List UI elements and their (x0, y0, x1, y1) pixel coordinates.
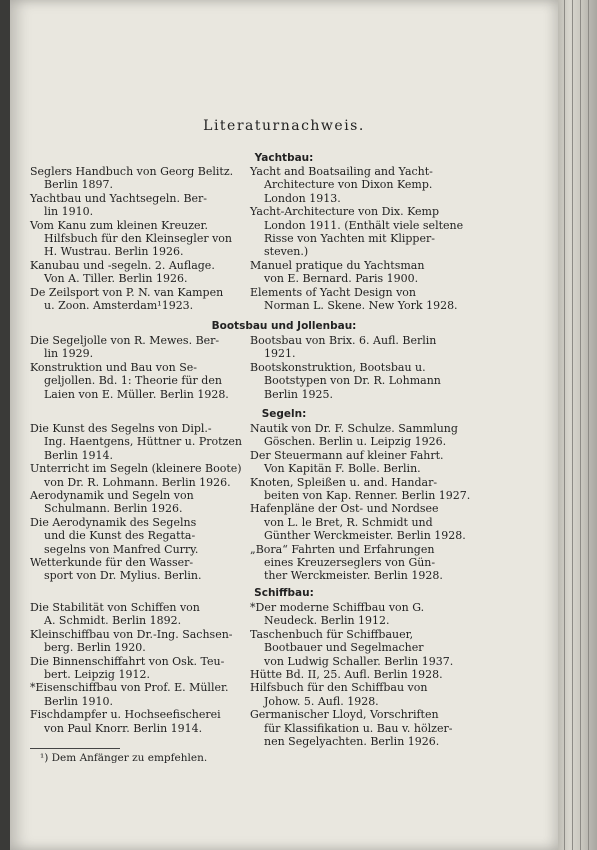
yachtbau-left-column (30, 165, 268, 312)
entry-continuation: u. Zoon. Amsterdam¹1923. (44, 299, 194, 313)
entry-continuation: Ing. Haentgens, Hüttner u. Protzen Berlin 1914. (44, 435, 242, 462)
bibliography-entry (250, 449, 480, 476)
footnote: ¹) Dem Anfänger zu empfehlen. (40, 752, 208, 764)
bibliography-entry (250, 601, 480, 628)
entry-first-line: Die Aerodynamik des Segelns (30, 515, 197, 529)
entry-continuation: geljollen. Bd. 1: Theorie für den Laien von E. Müller. Berlin 1928. (44, 374, 229, 401)
entry-first-line: Bootskonstruktion, Bootsbau u. (250, 360, 426, 374)
entry-first-line: Kleinschiffbau von Dr.-Ing. Sachsen- (30, 627, 233, 641)
bibliography-entry (250, 543, 480, 583)
bibliography-entry (30, 708, 268, 735)
schiffbau-left-column (30, 601, 268, 735)
entry-first-line: Die Kunst des Segelns von Dipl.- (30, 422, 212, 435)
bootsbau-left-column (30, 334, 268, 401)
bibliography-entry (30, 516, 268, 556)
segeln-left-column (30, 422, 268, 583)
entry-first-line: Seglers Handbuch von Georg Belitz. (30, 165, 234, 178)
bibliography-entry (30, 556, 268, 583)
entry-continuation: London 1911. (Enthält viele seltene Risse von Yachten mit Klipper- steven.) (264, 218, 464, 259)
bibliography-entry (250, 708, 480, 748)
entry-first-line: *Der moderne Schiffbau von G. (250, 601, 425, 614)
entry-continuation: Hilfsbuch für den Kleinsegler von H. Wustrau. Berlin 1926. (44, 232, 233, 259)
bibliography-entry (30, 192, 268, 219)
entry-continuation: lin 1910. (44, 205, 94, 219)
entry-continuation: berg. Berlin 1920. (44, 641, 146, 655)
bibliography-entry (250, 628, 480, 668)
entry-first-line: Bootsbau von Brix. 6. Aufl. Berlin (250, 334, 437, 347)
entry-first-line: Taschenbuch für Schiffbauer, (250, 627, 414, 641)
bibliography-entry (30, 286, 268, 313)
book-page (10, 0, 558, 850)
entry-continuation: bert. Leipzig 1912. (44, 668, 150, 682)
bibliography-entry (30, 219, 268, 259)
entry-first-line: Manuel pratique du Yachtsman (250, 258, 425, 272)
entry-continuation: A. Schmidt. Berlin 1892. (44, 614, 182, 628)
entry-continuation: von Dr. R. Lohmann. Berlin 1926. (44, 475, 231, 489)
bibliography-entry (250, 502, 480, 542)
entry-first-line: Vom Kanu zum kleinen Kreuzer. (30, 218, 209, 232)
entry-first-line: Konstruktion und Bau von Se- (30, 360, 197, 374)
bibliography-entry (250, 205, 480, 259)
entry-first-line: De Zeilsport von P. N. van Kampen (30, 285, 224, 299)
bibliography-entry (30, 655, 268, 682)
entry-first-line: Kanubau und -segeln. 2. Auflage. (30, 258, 215, 272)
entry-first-line: Aerodynamik und Segeln von (30, 489, 194, 503)
entry-first-line: Hafenpläne der Ost- und Nordsee (250, 502, 439, 516)
entry-continuation: lin 1929. (44, 347, 94, 361)
entry-continuation: von L. le Bret, R. Schmidt und Günther Werckmeister. Berlin 1928. (264, 515, 466, 543)
bibliography-entry (30, 165, 268, 192)
entry-continuation: Bootbauer und Segelmacher von Ludwig Schaller. Berlin 1937. (264, 641, 454, 668)
bibliography-entry (250, 334, 480, 361)
bibliography-entry (250, 668, 480, 681)
entry-first-line: Hütte Bd. II, 25. Aufl. Berlin 1928. (250, 668, 443, 682)
book-page-edges (558, 0, 597, 850)
entry-first-line: Germanischer Lloyd, Vorschriften (250, 708, 439, 722)
entry-first-line: Knoten, Spleißen u. and. Handar- (250, 475, 438, 489)
bibliography-entry (250, 361, 480, 401)
entry-first-line: Elements of Yacht Design von (250, 285, 416, 299)
bibliography-entry (30, 628, 268, 655)
entry-continuation: 1921. (264, 347, 296, 361)
bibliography-entry (250, 286, 480, 313)
section-heading-yachtbau: Yachtbau: (254, 152, 314, 164)
entry-continuation: Bootstypen von Dr. R. Lohmann Berlin 1925. (264, 374, 441, 401)
entry-continuation: von Paul Knorr. Berlin 1914. (44, 721, 203, 735)
entry-first-line: Die Segeljolle von R. Mewes. Ber- (30, 334, 220, 347)
entry-continuation: beiten von Kap. Renner. Berlin 1927. (264, 489, 471, 503)
section-heading-schiffbau: Schiffbau: (254, 587, 314, 599)
entry-continuation: Von Kapitän F. Bolle. Berlin. (264, 462, 421, 476)
bibliography-entry (250, 476, 480, 503)
entry-continuation: Neudeck. Berlin 1912. (264, 614, 390, 628)
bibliography-entry (30, 259, 268, 286)
segeln-right-column (250, 422, 480, 583)
entry-continuation: Architecture von Dixon Kemp. London 1913. (264, 178, 433, 205)
bibliography-entry (250, 681, 480, 708)
bibliography-entry (250, 165, 480, 205)
bibliography-entry (250, 259, 480, 286)
bibliography-entry (250, 422, 480, 449)
section-heading-segeln: Segeln: (261, 408, 307, 420)
yachtbau-right-column (250, 165, 480, 312)
entry-first-line: Wetterkunde für den Wasser- (30, 556, 194, 570)
entry-continuation: Schulmann. Berlin 1926. (44, 502, 183, 516)
footnote-rule (30, 748, 120, 749)
entry-continuation: Von A. Tiller. Berlin 1926. (44, 272, 188, 286)
entry-continuation: Göschen. Berlin u. Leipzig 1926. (264, 435, 447, 449)
entry-first-line: Die Stabilität von Schiffen von (30, 601, 200, 614)
entry-first-line: Nautik von Dr. F. Schulze. Sammlung (250, 422, 458, 435)
entry-continuation: von E. Bernard. Paris 1900. (264, 272, 419, 286)
bibliography-entry (30, 334, 268, 361)
entry-continuation: Norman L. Skene. New York 1928. (264, 299, 458, 313)
entry-continuation: für Klassifikation u. Bau v. hölzer- nen Segelyachten. Berlin 1926. (264, 721, 453, 749)
entry-continuation: sport von Dr. Mylius. Berlin. (44, 569, 202, 583)
entry-first-line: *Eisenschiffbau von Prof. E. Müller. (30, 681, 229, 695)
entry-first-line: Yachtbau und Yachtsegeln. Ber- (30, 191, 208, 205)
entry-first-line: Hilfsbuch für den Schiffbau von (250, 681, 428, 695)
entry-first-line: Fischdampfer u. Hochseefischerei (30, 708, 221, 722)
entry-first-line: Yacht and Boatsailing and Yacht- (250, 165, 433, 178)
entry-first-line: „Bora“ Fahrten und Erfahrungen (250, 542, 435, 556)
entry-continuation: und die Kunst des Regatta- segelns von Manfred Curry. (44, 529, 199, 556)
bibliography-entry (30, 489, 268, 516)
page-title: Literaturnachweis. (203, 118, 365, 134)
bibliography-entry (30, 601, 268, 628)
bibliography-entry (30, 462, 268, 489)
entry-first-line: Yacht-Architecture von Dix. Kemp (250, 205, 440, 219)
entry-continuation: eines Kreuzerseglers von Gün- ther Werckmeister. Berlin 1928. (264, 556, 443, 583)
entry-continuation: Berlin 1897. (44, 178, 113, 192)
bibliography-entry (30, 422, 268, 462)
entry-first-line: Die Binnenschiffahrt von Osk. Teu- (30, 654, 225, 668)
entry-continuation: Johow. 5. Aufl. 1928. (264, 694, 379, 708)
entry-continuation: Berlin 1910. (44, 694, 113, 708)
schiffbau-right-column (250, 601, 480, 748)
bootsbau-right-column (250, 334, 480, 401)
entry-first-line: Der Steuermann auf kleiner Fahrt. (250, 448, 444, 462)
bibliography-entry (30, 361, 268, 401)
bibliography-entry (30, 681, 268, 708)
section-heading-bootsbau: Bootsbau und Jollenbau: (211, 320, 357, 332)
entry-first-line: Unterricht im Segeln (kleinere Boote) (30, 462, 242, 476)
